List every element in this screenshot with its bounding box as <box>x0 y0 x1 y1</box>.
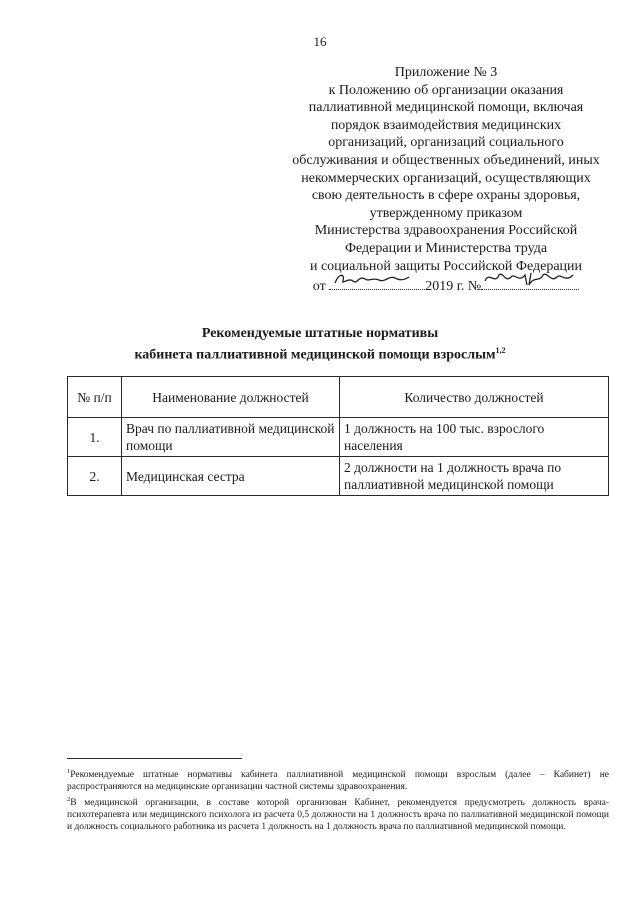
appendix-title: Приложение № 3 <box>394 65 498 80</box>
row-title: Врач по паллиативной медицинской помощи <box>122 418 340 457</box>
row-num: 2. <box>68 457 122 496</box>
date-prefix: от <box>312 279 326 295</box>
document-heading <box>0 325 640 364</box>
appendix-header <box>270 64 622 296</box>
order-year: 2019 г. № <box>425 279 482 295</box>
handwritten-order-number <box>481 275 579 290</box>
table-row <box>68 418 609 457</box>
footnotes <box>67 766 609 833</box>
footnote-text: Рекомендуемые штатные нормативы кабинета паллиативной медицинской помощи взрослым (далее – Кабинет) не распространяются на медицинские организации частной системы здравоохранения. <box>67 770 609 793</box>
order-date-line <box>270 275 622 296</box>
appendix-line: к Положению об организации оказания <box>328 82 564 98</box>
row-title: Медицинская сестра <box>122 457 340 496</box>
appendix-line: Министерства здравоохранения Российской <box>314 223 578 239</box>
appendix-line: организаций, организаций социального <box>328 135 564 151</box>
staffing-table <box>67 376 609 496</box>
handwritten-date-signature <box>329 275 425 290</box>
table-header-row <box>68 377 609 418</box>
footnote-mark: 1 <box>67 768 71 775</box>
heading-line-2 <box>0 342 640 364</box>
heading-footnote-marks: 1,2 <box>495 346 506 355</box>
appendix-line: утвержденному приказом <box>369 205 523 221</box>
footnote-2 <box>67 794 609 834</box>
appendix-line: порядок взаимодействия медицинских <box>330 117 562 133</box>
heading-line-2-text: кабинета паллиативной медицинской помощи взрослым <box>134 347 496 363</box>
header-title: Наименование должностей <box>122 377 340 418</box>
appendix-line: и социальной защиты Российской Федерации <box>309 258 583 274</box>
footnote-text: В медицинской организации, в составе которой организован Кабинет, рекомендуется предусмотреть должность врача-психотерапевта или медицинского психолога из расчета 0,5 должности на 1 должность врача по паллиативной медицинской помощи и должность социального работника из расчета 1 должность на 1 должность врача по паллиативной медицинской помощи. <box>67 797 609 833</box>
appendix-line: обслуживания и общественных объединений, иных <box>292 152 600 168</box>
header-num: № п/п <box>68 377 122 418</box>
appendix-line: свою деятельность в сфере охраны здоровья, <box>311 188 581 204</box>
footnote-1 <box>67 766 609 794</box>
footnote-mark: 2 <box>67 795 71 803</box>
header-count: Количество должностей <box>340 377 609 418</box>
appendix-line: Федерации и Министерства труда <box>344 240 548 256</box>
table-row <box>68 457 609 496</box>
row-count: 1 должность на 100 тыс. взрослого населения <box>340 418 609 457</box>
row-count: 2 должности на 1 должность врача по паллиативной медицинской помощи <box>340 457 609 496</box>
footnote-divider <box>67 758 242 759</box>
row-num: 1. <box>68 418 122 457</box>
appendix-line: паллиативной медицинской помощи, включая <box>308 100 584 116</box>
page-number: 16 <box>313 34 327 49</box>
heading-line-1: Рекомендуемые штатные нормативы <box>201 326 439 341</box>
appendix-line: некоммерческих организаций, осуществляющих <box>301 170 591 186</box>
